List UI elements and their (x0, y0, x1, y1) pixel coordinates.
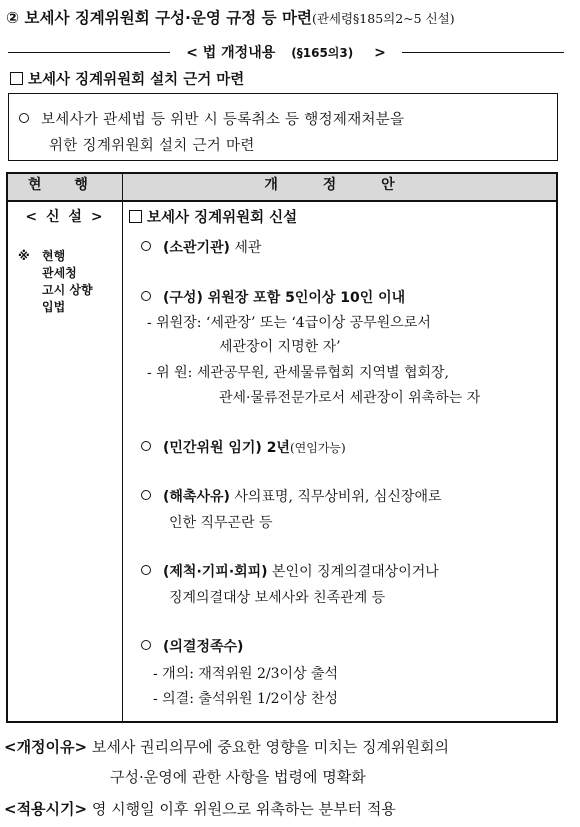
circle-bullet-icon (141, 490, 151, 500)
item-label: (민간위원 임기) 2년 (163, 440, 290, 456)
header-proposed: 개 정 안 (123, 173, 558, 201)
item-quorum (141, 636, 243, 656)
header-current: 현 행 (7, 173, 123, 201)
item-label: (소관기관) (163, 240, 230, 256)
checkbox-square-icon (10, 72, 23, 85)
note-line: 현행 (42, 249, 66, 263)
law-amendment-subheading (8, 42, 564, 62)
circle-bullet-icon (141, 441, 151, 451)
note-line: 입법 (42, 300, 66, 314)
composition-line: - 위 원: 세관공무원, 관세물류협회 지역별 협회장, (147, 365, 450, 381)
item-composition (141, 287, 405, 307)
item-text: 본인이 징계의결대상이거나 (267, 564, 439, 580)
item-text: 사의표명, 직무상비위, 심신장애로 (229, 489, 442, 505)
reason-text: 보세사 권리의무에 중요한 영향을 미치는 징계위원회의 (87, 738, 449, 756)
proposed-title-text: 보세사 징계위원회 신설 (147, 210, 298, 226)
circle-bullet-icon (141, 291, 151, 301)
effective-text: 영 시행일 이후 위원으로 위촉하는 분부터 적용 (87, 800, 396, 818)
circle-bullet-icon (19, 113, 29, 123)
proposed-cell (123, 201, 558, 722)
composition-line: 세관장이 지명한 자’ (219, 339, 341, 355)
current-cell (7, 201, 123, 722)
subheading-title: < 법 개정내용 (178, 45, 283, 61)
basis-box (8, 93, 558, 161)
item-label: (구성) 위원장 포함 5인이상 10인 이내 (163, 290, 406, 306)
dismissal-continuation: 인한 직무곤란 등 (169, 515, 273, 531)
item-text: (연임가능) (289, 441, 346, 455)
proposed-title (129, 206, 297, 227)
quorum-line: - 의결: 출석위원 1/2이상 찬성 (153, 691, 339, 707)
circle-bullet-icon (141, 565, 151, 575)
item-label: (의결정족수) (163, 639, 244, 655)
reason-line (4, 736, 449, 757)
basis-box-line1: 보세사가 관세법 등 위반 시 등록취소 등 행정제재처분을 (41, 112, 405, 128)
subheading-ref: (§165의3) (283, 46, 361, 60)
note-line: 관세청 (42, 266, 77, 280)
item-text: 세관 (229, 240, 262, 256)
reason-label: <개정이유> (4, 738, 88, 756)
composition-line: 관세·물류전문가로서 세관장이 위촉하는 자 (219, 390, 481, 406)
composition-line: - 위원장: ‘세관장’ 또는 ‘4급이상 공무원으로서 (147, 315, 431, 331)
effective-label: <적용시기> (4, 800, 88, 818)
checkbox-square-icon (129, 210, 142, 223)
reason-line2: 구성·운영에 관한 사항을 법령에 명확화 (110, 768, 366, 786)
item-label: (제척·기피·회피) (163, 564, 268, 580)
effective-line (4, 798, 396, 819)
basis-title-text: 보세사 징계위원회 설치 근거 마련 (28, 72, 245, 88)
comparison-table (6, 172, 558, 723)
section-heading-ref: (관세령§185의2~5 신설) (311, 11, 455, 26)
quorum-line: - 개의: 재적위원 2/3이상 출석 (153, 666, 339, 682)
section-heading-title: ② 보세사 징계위원회 구성·운영 규정 등 마련 (6, 9, 312, 27)
basis-box-line2: 위한 징계위원회 설치 근거 마련 (49, 138, 255, 154)
exclusion-continuation: 징계의결대상 보세사와 친족관계 등 (169, 590, 386, 606)
circle-bullet-icon (141, 640, 151, 650)
section-heading (6, 6, 455, 28)
item-exclusion (141, 561, 439, 581)
item-term (141, 437, 346, 457)
item-dismissal (141, 486, 442, 506)
table-header-row (7, 173, 557, 201)
subheading-tail: > (361, 45, 394, 61)
item-jurisdiction (141, 237, 261, 257)
circle-bullet-icon (141, 241, 151, 251)
note-mark: ※ (18, 249, 30, 263)
note-line: 고시 상향 (42, 283, 93, 297)
item-label: (해촉사유) (163, 489, 230, 505)
basis-title (10, 68, 244, 89)
current-status: < 신 설 > (25, 209, 105, 225)
table-body-row (7, 201, 557, 722)
